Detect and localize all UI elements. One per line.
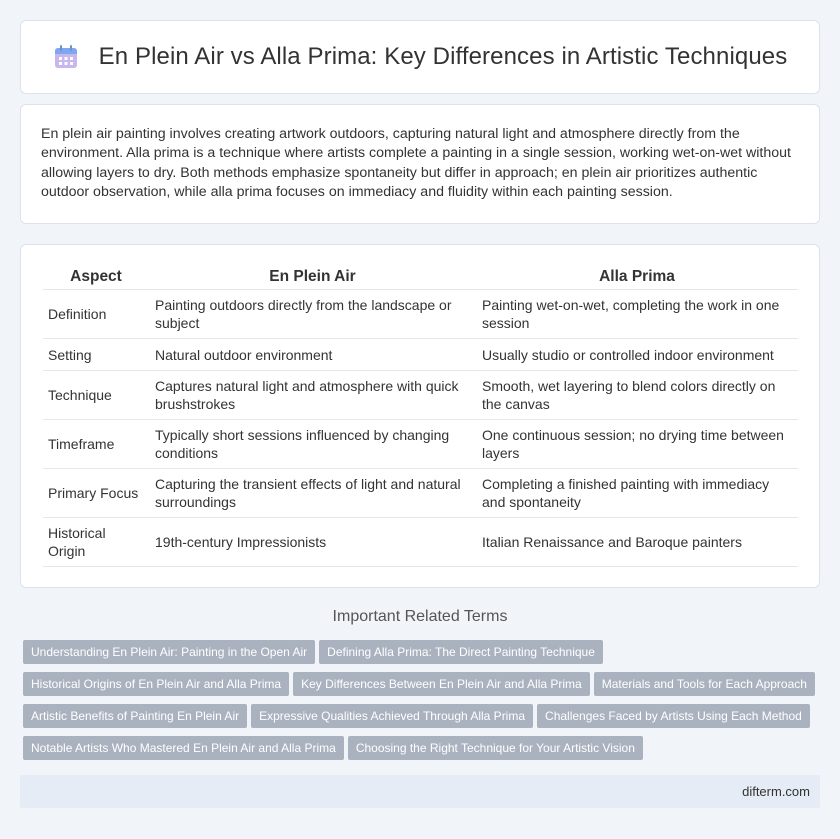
header-aspect: Aspect bbox=[43, 263, 149, 290]
comparison-table bbox=[43, 263, 798, 567]
row-en-plein-air: Capturing the transient effects of light and natural surroundings bbox=[149, 469, 476, 518]
related-term-link[interactable]: Defining Alla Prima: The Direct Painting Technique bbox=[319, 640, 603, 664]
row-en-plein-air: Typically short sessions influenced by changing conditions bbox=[149, 420, 476, 469]
related-term-link[interactable]: Materials and Tools for Each Approach bbox=[594, 672, 815, 696]
table-header-row bbox=[43, 263, 798, 290]
calendar-icon bbox=[53, 44, 79, 70]
related-term-link[interactable]: Artistic Benefits of Painting En Plein Air bbox=[23, 704, 247, 728]
row-en-plein-air: Painting outdoors directly from the landscape or subject bbox=[149, 290, 476, 339]
footer bbox=[20, 775, 820, 808]
row-aspect: Timeframe bbox=[43, 420, 149, 469]
related-term-link[interactable]: Notable Artists Who Mastered En Plein Air and Alla Prima bbox=[23, 736, 344, 760]
row-aspect: Definition bbox=[43, 290, 149, 339]
page-title: En Plein Air vs Alla Prima: Key Differences in Artistic Techniques bbox=[98, 43, 788, 70]
related-terms-list bbox=[23, 640, 823, 768]
row-alla-prima: Painting wet-on-wet, completing the work in one session bbox=[476, 290, 798, 339]
related-term-link[interactable]: Key Differences Between En Plein Air and Alla Prima bbox=[293, 672, 590, 696]
intro-card bbox=[20, 104, 820, 224]
intro-text: En plein air painting involves creating artwork outdoors, capturing natural light and atmosphere directly from the environment. Alla prima is a technique where artists complete a painting in a single session, working wet-on-wet without allowing layers to dry. Both methods emphasize spontaneity but differ in approach; en plein air prioritizes authentic outdoor observation, while alla prima focuses on immediacy and fluidity within each painting session. bbox=[41, 126, 791, 201]
row-aspect: Setting bbox=[43, 339, 149, 371]
row-en-plein-air: 19th-century Impressionists bbox=[149, 518, 476, 567]
table-row bbox=[43, 518, 798, 567]
title-wrap bbox=[53, 43, 788, 71]
related-term-link[interactable]: Choosing the Right Technique for Your Artistic Vision bbox=[348, 736, 643, 760]
table-row bbox=[43, 469, 798, 518]
table-row bbox=[43, 420, 798, 469]
related-term-link[interactable]: Challenges Faced by Artists Using Each Method bbox=[537, 704, 810, 728]
header-alla-prima: Alla Prima bbox=[476, 263, 798, 290]
related-terms-title: Important Related Terms bbox=[332, 608, 508, 625]
row-aspect: Historical Origin bbox=[43, 518, 149, 567]
related-term-link[interactable]: Expressive Qualities Achieved Through Alla Prima bbox=[251, 704, 533, 728]
row-alla-prima: One continuous session; no drying time between layers bbox=[476, 420, 798, 469]
row-alla-prima: Italian Renaissance and Baroque painters bbox=[476, 518, 798, 567]
row-alla-prima: Completing a finished painting with immediacy and spontaneity bbox=[476, 469, 798, 518]
table-row bbox=[43, 371, 798, 420]
related-term-link[interactable]: Historical Origins of En Plein Air and Alla Prima bbox=[23, 672, 289, 696]
row-alla-prima: Smooth, wet layering to blend colors directly on the canvas bbox=[476, 371, 798, 420]
footer-site-link[interactable]: difterm.com bbox=[742, 784, 810, 799]
row-en-plein-air: Captures natural light and atmosphere with quick brushstrokes bbox=[149, 371, 476, 420]
table-row bbox=[43, 290, 798, 339]
row-aspect: Technique bbox=[43, 371, 149, 420]
row-aspect: Primary Focus bbox=[43, 469, 149, 518]
comparison-table-card bbox=[20, 244, 820, 588]
header-card bbox=[20, 20, 820, 94]
related-term-link[interactable]: Understanding En Plein Air: Painting in the Open Air bbox=[23, 640, 315, 664]
row-alla-prima: Usually studio or controlled indoor environment bbox=[476, 339, 798, 371]
header-en-plein-air: En Plein Air bbox=[149, 263, 476, 290]
table-row bbox=[43, 339, 798, 371]
row-en-plein-air: Natural outdoor environment bbox=[149, 339, 476, 371]
